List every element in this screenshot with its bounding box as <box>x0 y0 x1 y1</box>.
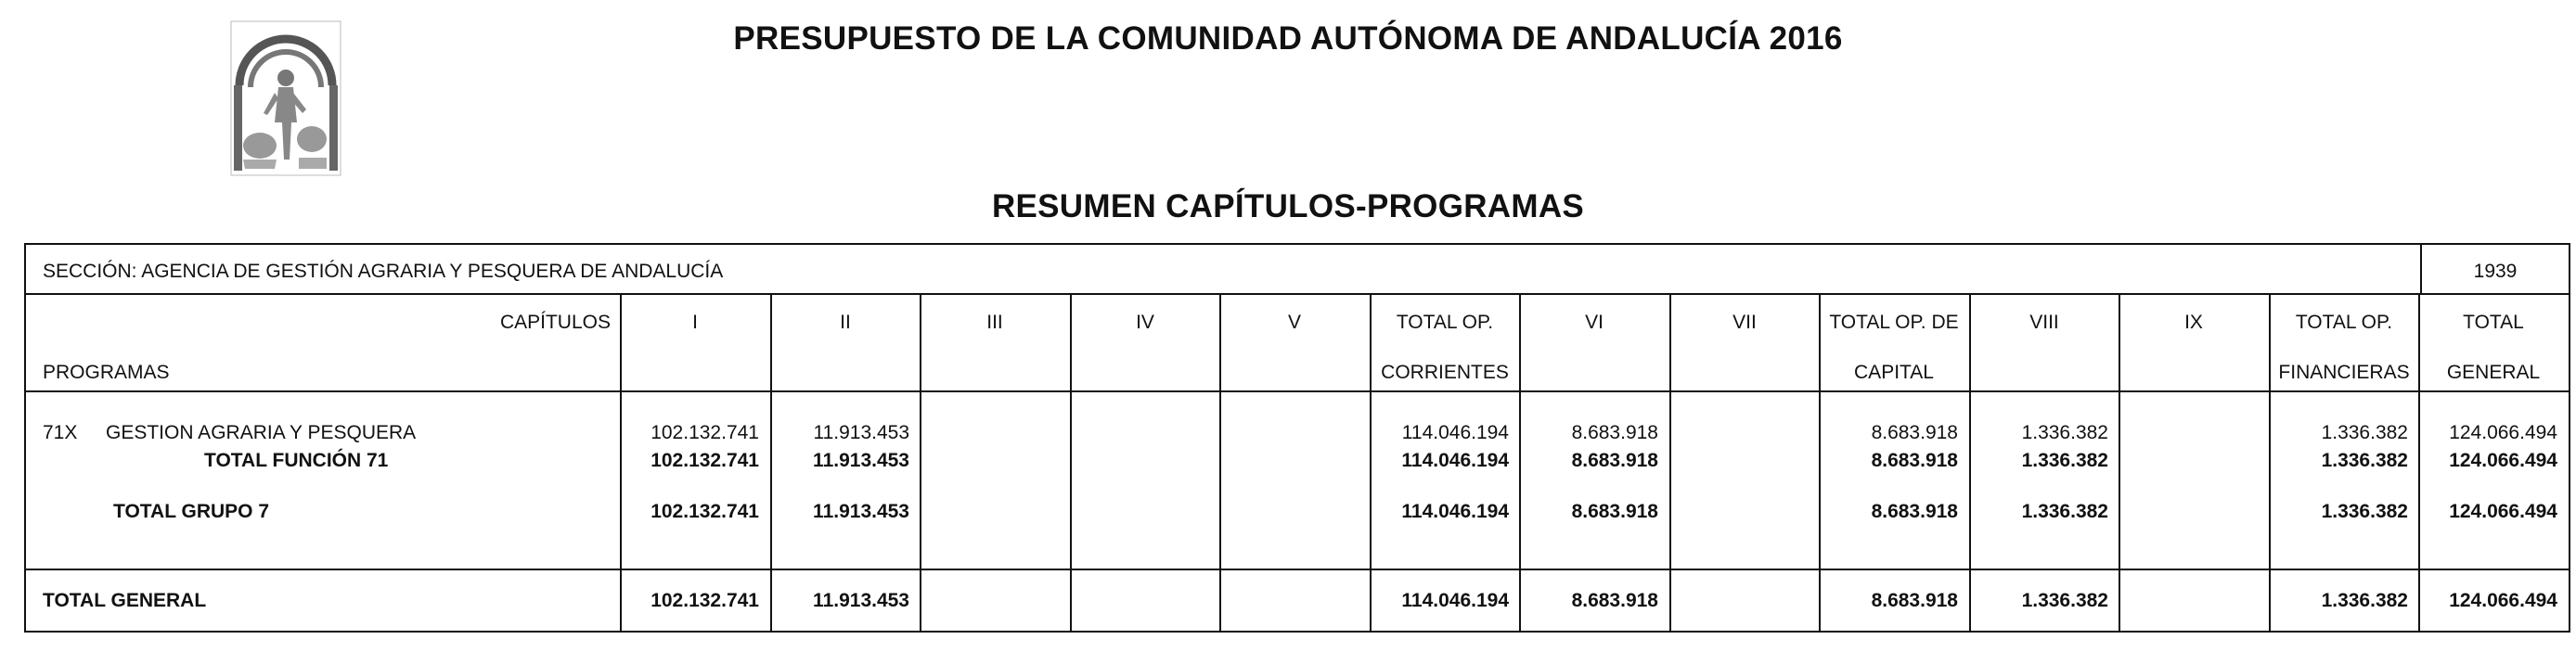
column-header-line1: II <box>840 312 851 333</box>
column-header-line1: III <box>986 312 1003 333</box>
column-header-line1: VIII <box>2029 312 2059 333</box>
table-cell: 1.336.382 <box>2321 501 2408 522</box>
table-cell: 114.046.194 <box>1401 501 1509 522</box>
section-code: 1939 <box>2473 261 2518 282</box>
table-cell: 124.066.494 <box>2449 422 2557 443</box>
table-cell: 114.046.194 <box>1401 590 1509 611</box>
table-cell: 1.336.382 <box>2021 450 2108 471</box>
header-bottom-rule <box>24 390 2570 392</box>
capitulos-header: CAPÍTULOS <box>499 312 611 333</box>
table-cell: 1.336.382 <box>2021 422 2108 443</box>
table-cell: 124.066.494 <box>2449 501 2557 522</box>
column-separator <box>2119 293 2120 633</box>
column-header-line1: I <box>692 312 698 333</box>
row-label: TOTAL FUNCIÓN 71 <box>204 450 389 471</box>
total-top-rule <box>24 569 2570 570</box>
column-header-line1: VII <box>1732 312 1757 333</box>
column-header-line2: FINANCIERAS <box>2278 362 2410 383</box>
column-header-line2: CORRIENTES <box>1381 362 1509 383</box>
column-header-line1: VI <box>1585 312 1604 333</box>
page-title: PRESUPUESTO DE LA COMUNIDAD AUTÓNOMA DE ANDALUCÍA 2016 <box>733 20 1843 57</box>
table-cell: 11.913.453 <box>813 422 909 443</box>
table-cell: 8.683.918 <box>1571 501 1658 522</box>
programas-header: PROGRAMAS <box>43 362 170 383</box>
column-separator <box>1669 293 1671 633</box>
table-cell: 8.683.918 <box>1571 422 1658 443</box>
table-cell: 124.066.494 <box>2449 590 2557 611</box>
column-separator <box>1219 293 1221 633</box>
total-general-label: TOTAL GENERAL <box>43 590 207 611</box>
column-separator <box>920 293 921 633</box>
program-code: 71X <box>43 422 78 443</box>
page-subtitle: RESUMEN CAPÍTULOS-PROGRAMAS <box>991 188 1585 224</box>
column-header-line1: TOTAL OP. <box>1396 312 1494 333</box>
column-separator <box>1070 293 1072 633</box>
table-cell: 102.132.741 <box>650 450 759 471</box>
row-label: TOTAL GRUPO 7 <box>113 501 270 522</box>
column-header-line2: CAPITAL <box>1854 362 1934 383</box>
column-header-line1: TOTAL OP. <box>2295 312 2393 333</box>
table-cell: 114.046.194 <box>1401 450 1509 471</box>
table-cell: 8.683.918 <box>1871 450 1958 471</box>
table-cell: 1.336.382 <box>2321 450 2408 471</box>
table-cell: 102.132.741 <box>650 590 759 611</box>
column-header-line1: TOTAL <box>2463 312 2524 333</box>
table-cell: 1.336.382 <box>2321 590 2408 611</box>
table-cell: 11.913.453 <box>813 450 909 471</box>
column-header-line1: V <box>1287 312 1301 333</box>
table-cell: 1.336.382 <box>2321 422 2408 443</box>
row-label: GESTION AGRARIA Y PESQUERA <box>106 422 417 443</box>
table-cell: 1.336.382 <box>2021 501 2108 522</box>
table-cell: 102.132.741 <box>650 501 759 522</box>
table-cell: 11.913.453 <box>813 501 909 522</box>
table-cell: 114.046.194 <box>1401 422 1509 443</box>
table-cell: 8.683.918 <box>1571 590 1658 611</box>
column-header-line2: GENERAL <box>2446 362 2541 383</box>
table-cell: 8.683.918 <box>1871 422 1958 443</box>
budget-table <box>24 293 2570 633</box>
table-cell: 8.683.918 <box>1571 450 1658 471</box>
table-cell: 11.913.453 <box>813 590 909 611</box>
column-header-line1: TOTAL OP. DE <box>1829 312 1959 333</box>
column-header-line1: IX <box>2184 312 2203 333</box>
table-cell: 8.683.918 <box>1871 590 1958 611</box>
table-cell: 124.066.494 <box>2449 450 2557 471</box>
column-header-line1: IV <box>1136 312 1154 333</box>
table-cell: 8.683.918 <box>1871 501 1958 522</box>
table-cell: 1.336.382 <box>2021 590 2108 611</box>
table-cell: 102.132.741 <box>650 422 759 443</box>
section-label: SECCIÓN: AGENCIA DE GESTIÓN AGRARIA Y PESQUERA DE ANDALUCÍA <box>43 261 724 282</box>
